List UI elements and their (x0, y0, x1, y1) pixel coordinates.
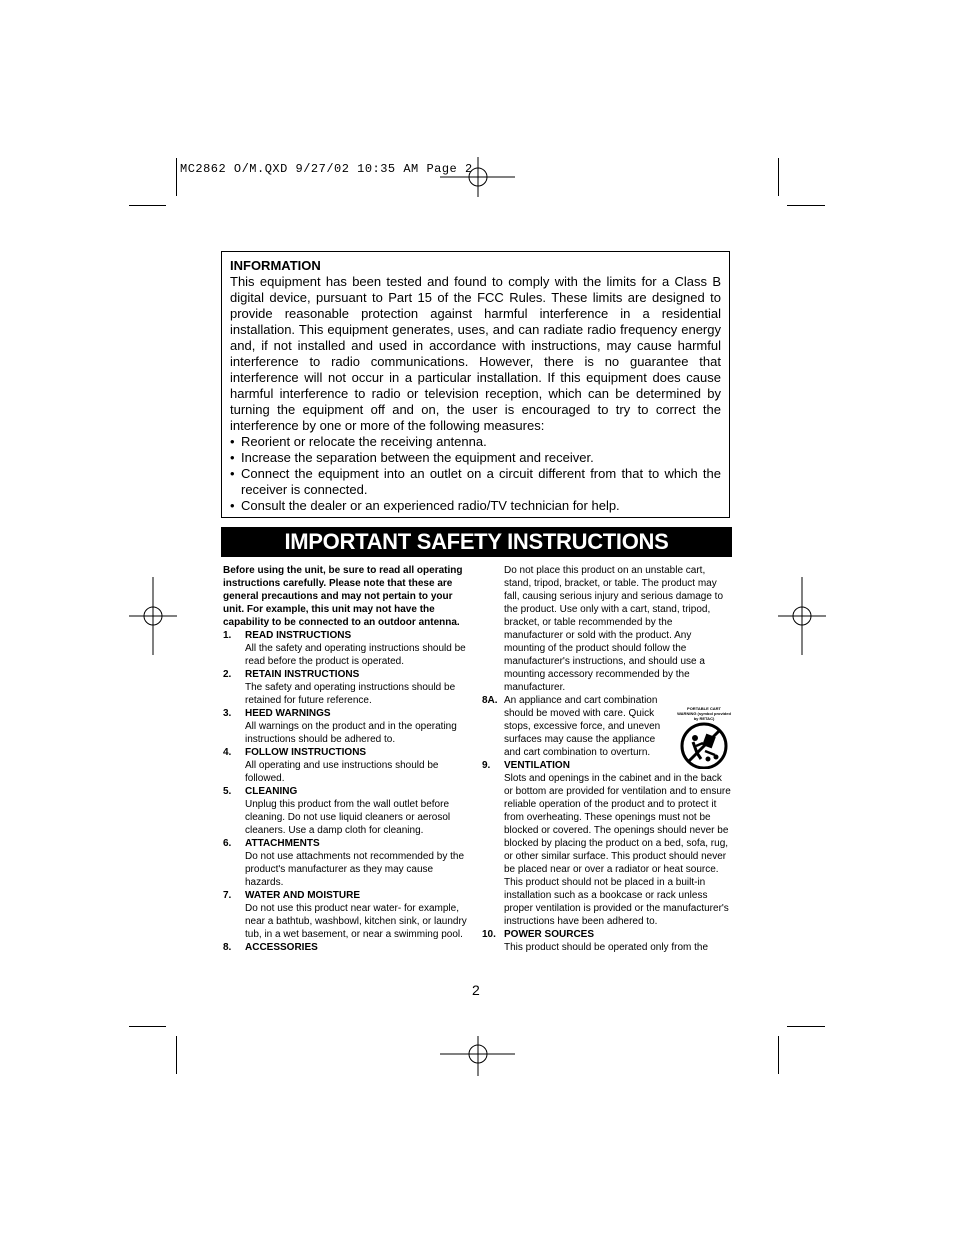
instruction-item-1: 1. READ INSTRUCTIONS All the safety and operating instructions should be read before the product is operated. (223, 630, 466, 667)
instruction-item-8a: 8A. An appliance and cart combination should be moved with care. Quick stops, excessive force, and uneven surfaces may cause the appliance and cart combination to overturn. (482, 695, 661, 758)
page-number: 2 (472, 982, 480, 998)
cart-warning-symbol (677, 706, 731, 769)
list-item: • Reorient or relocate the receiving antenna. (230, 434, 721, 450)
instruction-item-7: 7. WATER AND MOISTURE Do not use this product near water- for example, near a bathtub, washbowl, kitchen sink, or laundry tub, in a wet basement, or near a swimming pool. (223, 890, 467, 940)
safety-banner: IMPORTANT SAFETY INSTRUCTIONS (221, 527, 732, 557)
cart-warning-label: PORTABLE CART WARNING (symbol provided by RETAC) (677, 706, 731, 721)
tipping-cart-icon (677, 721, 731, 769)
left-column (223, 564, 473, 954)
registration-mark-right (778, 577, 826, 655)
information-title: INFORMATION (230, 258, 321, 273)
instruction-item-2: 2. RETAIN INSTRUCTIONS The safety and operating instructions should be retained for future reference. (223, 669, 456, 706)
instruction-item-3: 3. HEED WARNINGS All warnings on the product and in the operating instructions should be adhered to. (223, 708, 457, 745)
print-slug: MC2862 O/M.QXD 9/27/02 10:35 AM Page 2 (180, 162, 473, 176)
information-bullet-list (230, 434, 721, 514)
accessories-continued: Do not place this product on an unstable cart, stand, tripod, bracket, or table. The product may fall, causing serious injury and serious damage to the product. Use only with a cart, stand, tripod, bracket, or table recommended by the manufacturer or sold with the product. Any mounting of the product should follow the manufacturer's instructions, and should use a mounting accessory recommended by the manufacturer. (504, 565, 724, 693)
list-item: • Connect the equipment into an outlet on a circuit different from that to which the receiver is connected. (230, 466, 721, 498)
instruction-item-9: 9. VENTILATION Slots and openings in the cabinet and in the back or bottom are provided for ventilation and to ensure reliable operation of the product and to protect it from overheating. These openings must not be blocked or covered. The openings should never be blocked by placing the product on a bed, sofa, rug, or other similar surface. This product should never be placed near or over a radiator or heat source. This product should not be placed in a built-in installation such as a bookcase or rack unless proper ventilation is provided or the manufacturer's instructions have been adhered to. (482, 760, 731, 927)
instruction-item-6: 6. ATTACHMENTS Do not use attachments not recommended by the product's manufacturer as they may cause hazards. (223, 838, 465, 888)
intro-text: Before using the unit, be sure to read all operating instructions carefully. Please note that these are general precautions and may not pertain to your unit. For example, this unit may not have the capability to be connected to an outdoor antenna. (223, 565, 463, 628)
instruction-item-4: 4. FOLLOW INSTRUCTIONS All operating and use instructions should be followed. (223, 747, 439, 784)
list-item: • Consult the dealer or an experienced radio/TV technician for help. (230, 498, 721, 514)
information-box (221, 251, 730, 518)
instruction-item-5: 5. CLEANING Unplug this product from the wall outlet before cleaning. Do not use liquid cleaners or aerosol cleaners. Use a damp cloth for cleaning. (223, 786, 451, 836)
instruction-item-10: 10. POWER SOURCES This product should be operated only from the (482, 929, 709, 953)
information-body: This equipment has been tested and found to comply with the limits for a Class B digital device, pursuant to Part 15 of the FCC Rules. These limits are designed to provide reasonable protection against harmful interference in a residential installation. This equipment generates, uses, and can radiate radio frequency energy and, if not installed and used in accordance with instructions, may cause harmful interference to radio communications. However, there is no guarantee that interference will not occur in a particular installation. If this equipment does cause harmful interference to radio or television reception, which can be determined by turning the equipment off and on, the user is encouraged to try to correct the interference by one or more of the following measures: (230, 274, 721, 433)
instruction-item-8: 8. ACCESSORIES (223, 942, 318, 953)
list-item: • Increase the separation between the equipment and receiver. (230, 450, 721, 466)
registration-mark-left (129, 577, 177, 655)
registration-mark-bottom (440, 1036, 516, 1076)
